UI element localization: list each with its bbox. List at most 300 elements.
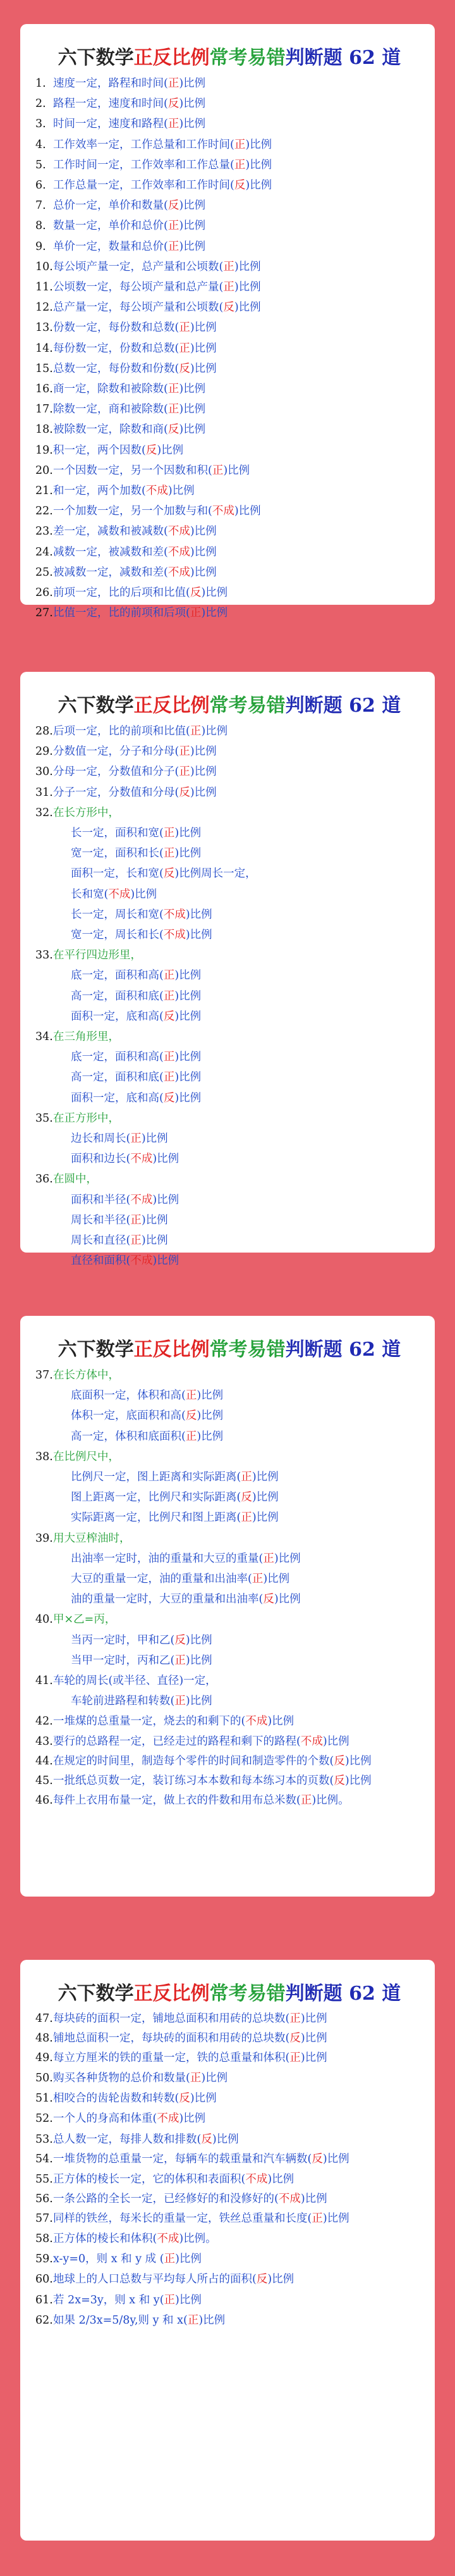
question-segment: 路程一定，速度和时间( xyxy=(53,97,168,111)
question-segment: 长一定，面积和宽( xyxy=(71,827,164,840)
question-item xyxy=(35,1406,423,1426)
question-item xyxy=(35,2029,423,2048)
question-item xyxy=(35,1791,423,1811)
question-segment: 在长方形中， xyxy=(53,806,119,819)
question-segment: 正方体的棱长一定，它的体积和表面积( xyxy=(53,2172,246,2186)
answer-text: 反 xyxy=(167,97,179,111)
question-text xyxy=(53,257,261,277)
answer-text: 不成 xyxy=(167,566,190,579)
question-item xyxy=(35,114,423,134)
question-segment: 车轮前进路程和转数( xyxy=(71,1695,175,1708)
answer-text: 反 xyxy=(179,2092,190,2105)
answer-text: 正 xyxy=(179,745,190,759)
question-item xyxy=(35,1528,423,1549)
question-item xyxy=(35,1609,423,1630)
question-item xyxy=(35,965,423,986)
question-segment: )比例 xyxy=(179,240,206,253)
question-segment: 实际距离一定，比例尺和图上距离( xyxy=(71,1511,241,1525)
question-segment: )比例 xyxy=(190,786,217,799)
question-item xyxy=(35,1752,423,1771)
question-item xyxy=(35,1230,423,1251)
question-item xyxy=(35,399,423,419)
question-text xyxy=(53,419,205,440)
answer-text: 正 xyxy=(163,989,175,1003)
question-number: 21. xyxy=(35,485,53,498)
question-segment: )比例 xyxy=(185,1633,212,1647)
question-segment: x-y=0，则 x 和 y 成 ( xyxy=(53,2253,164,2266)
answer-text: 不成 xyxy=(163,929,186,942)
question-number: 41. xyxy=(35,1675,53,1688)
question-segment: )比例 xyxy=(152,1254,179,1268)
question-segment: )比例 xyxy=(252,1471,279,1484)
question-item xyxy=(35,521,423,542)
answer-text: 不成 xyxy=(245,1715,268,1728)
question-number: 18. xyxy=(35,423,53,437)
question-segment: 每立方厘米的铁的重量一定，铁的总重量和体积( xyxy=(53,2052,290,2064)
question-segment: 甲×乙=丙， xyxy=(53,1613,116,1626)
question-segment: 直径和面积( xyxy=(71,1254,131,1268)
question-segment: 油的重量一定时，大豆的重量和出油率( xyxy=(71,1593,264,1606)
question-item xyxy=(35,379,423,399)
question-text xyxy=(53,216,205,236)
answer-text: 正 xyxy=(190,725,202,738)
title-part-c: 常考易错 xyxy=(209,1339,286,1361)
question-number: 48. xyxy=(35,2032,53,2045)
question-segment: 份数一定，每份数和总数( xyxy=(53,321,179,335)
title-part-b: 正反比例 xyxy=(133,1339,210,1361)
question-segment: )比例 xyxy=(234,301,261,314)
question-text xyxy=(53,1088,201,1108)
answer-text: 不成 xyxy=(245,2172,268,2186)
question-segment: 图上距离一定，比例尺和实际距离( xyxy=(71,1491,241,1504)
question-item xyxy=(35,2269,423,2289)
question-item xyxy=(35,338,423,359)
question-segment: )比例 xyxy=(201,725,228,738)
question-text xyxy=(53,2108,205,2129)
question-text xyxy=(53,521,217,542)
question-text xyxy=(53,2009,327,2029)
question-text xyxy=(53,1047,201,1067)
question-segment: 用大豆榨油时， xyxy=(53,1532,131,1545)
question-segment: 若 2x=3y，则 x 和 y( xyxy=(53,2293,164,2307)
question-segment: 在平行四边形里， xyxy=(53,949,142,962)
question-segment: 一批纸总页数一定，装订练习本本数和每本练习本的页数( xyxy=(53,1774,334,1787)
question-segment: 总产量一定，每公顷产量和公顷数( xyxy=(53,301,224,314)
question-segment: )比例 xyxy=(174,1051,202,1064)
question-segment: 长一定，周长和宽( xyxy=(71,908,164,921)
question-segment: )比例 xyxy=(267,2172,294,2186)
question-segment: )比例 xyxy=(245,158,272,171)
question-item xyxy=(35,1169,423,1189)
question-number: 14. xyxy=(35,342,53,355)
answer-text: 正 xyxy=(185,1430,197,1443)
question-segment: 公顷数一定，每公顷产量和总产量( xyxy=(53,281,224,294)
question-text xyxy=(53,562,217,583)
question-text xyxy=(53,1006,201,1027)
question-text xyxy=(53,583,228,603)
question-text xyxy=(53,73,205,94)
question-number: 62. xyxy=(35,2313,53,2327)
question-segment: )比例 xyxy=(152,1193,179,1206)
title-part-d: 判断题 62 道 xyxy=(285,695,401,717)
question-text xyxy=(53,1385,223,1406)
question-text xyxy=(53,884,157,905)
question-segment: )比例 xyxy=(234,281,261,294)
question-number: 2. xyxy=(35,97,46,111)
question-segment: )比例 xyxy=(201,586,228,600)
question-text xyxy=(53,1752,372,1771)
question-card xyxy=(20,1316,435,1897)
answer-text: 正 xyxy=(164,2253,176,2266)
question-item xyxy=(35,2189,423,2209)
answer-text: 反 xyxy=(190,586,202,600)
question-segment: 在比例尺中， xyxy=(53,1450,119,1463)
answer-text: 正 xyxy=(190,607,202,620)
question-text xyxy=(53,542,217,562)
question-item xyxy=(35,461,423,481)
question-item xyxy=(35,2048,423,2068)
question-item xyxy=(35,1149,423,1169)
answer-text: 正 xyxy=(300,1793,312,1807)
question-text xyxy=(53,481,195,501)
question-text xyxy=(53,1190,179,1210)
answer-text: 反 xyxy=(241,1491,252,1504)
question-segment: )比例 xyxy=(130,888,157,901)
question-segment: )比例 xyxy=(179,199,206,213)
question-item xyxy=(35,1427,423,1447)
question-segment: )比例 xyxy=(179,97,206,111)
answer-text: 反 xyxy=(201,2133,212,2146)
question-segment: )比例 xyxy=(190,765,217,779)
question-number: 44. xyxy=(35,1754,53,1768)
question-segment: )比例 xyxy=(344,1774,372,1787)
question-text xyxy=(53,195,205,216)
question-item xyxy=(35,762,423,782)
answer-text: 正 xyxy=(179,321,190,335)
question-text xyxy=(53,905,212,925)
question-text xyxy=(53,1027,119,1047)
question-item xyxy=(35,1691,423,1711)
answer-text: 正 xyxy=(130,1213,142,1227)
question-text xyxy=(53,2189,327,2209)
question-segment: 面积一定，底和高( xyxy=(71,1091,164,1105)
question-number: 6. xyxy=(35,179,46,192)
question-number: 51. xyxy=(35,2092,53,2105)
question-segment: )比例 xyxy=(179,118,206,131)
question-item xyxy=(35,1067,423,1087)
question-text xyxy=(53,1487,279,1508)
answer-text: 正 xyxy=(179,765,190,779)
question-segment: 宽一定，周长和长( xyxy=(71,929,164,942)
question-item xyxy=(35,440,423,461)
question-item xyxy=(35,1549,423,1569)
question-text xyxy=(53,379,205,399)
answer-text: 不成 xyxy=(157,2112,179,2126)
answer-text: 不成 xyxy=(163,908,186,921)
answer-text: 正 xyxy=(130,1234,142,1248)
question-item xyxy=(35,277,423,297)
question-number: 40. xyxy=(35,1613,53,1626)
question-item xyxy=(35,843,423,864)
question-segment: )比例 xyxy=(198,2313,226,2327)
question-number: 1. xyxy=(35,77,46,90)
answer-text: 正 xyxy=(241,1471,252,1484)
question-item xyxy=(35,318,423,338)
question-text xyxy=(53,155,272,175)
question-item xyxy=(35,2169,423,2189)
answer-text: 正 xyxy=(252,1573,264,1586)
question-text xyxy=(53,925,212,945)
question-segment: 分子一定，分数值和分母( xyxy=(53,786,179,799)
question-segment: 一堆货物的总重量一定，每辆车的载重量和汽车辆数( xyxy=(53,2152,312,2165)
question-segment: )比例 xyxy=(344,1754,372,1768)
answer-text: 反 xyxy=(185,1409,197,1423)
question-item xyxy=(35,2249,423,2269)
question-segment: )比例 xyxy=(252,1511,279,1525)
title-part-c: 常考易错 xyxy=(209,47,286,69)
question-item xyxy=(35,2290,423,2310)
answer-text: 不成 xyxy=(130,1193,153,1206)
question-text xyxy=(53,135,272,155)
question-text xyxy=(53,945,142,965)
question-segment: 面积一定，长和宽( xyxy=(71,867,164,881)
question-segment: 前项一定，比的后项和比值( xyxy=(53,586,190,600)
question-segment: )比例 xyxy=(197,1430,224,1443)
question-segment: )比例 xyxy=(174,1010,202,1023)
question-item xyxy=(35,2229,423,2249)
question-text xyxy=(53,762,217,782)
question-number: 4. xyxy=(35,138,46,151)
question-segment: )比例 xyxy=(300,2052,327,2064)
question-text xyxy=(53,1067,201,1087)
question-segment: )比例 xyxy=(322,2212,349,2226)
question-text xyxy=(53,2029,327,2048)
answer-text: 正 xyxy=(174,1654,186,1667)
question-text xyxy=(53,1427,223,1447)
question-segment: 每份数一定，份数和总数( xyxy=(53,342,179,355)
question-text xyxy=(53,2209,349,2229)
question-segment: )比例 xyxy=(190,342,217,355)
question-item xyxy=(35,1771,423,1791)
answer-text: 不成 xyxy=(157,2232,179,2246)
question-text xyxy=(53,399,205,419)
question-item xyxy=(35,1365,423,1385)
question-item xyxy=(35,2129,423,2150)
question-segment: 工作效率一定，工作总量和工作时间( xyxy=(53,138,234,151)
question-text xyxy=(53,803,119,823)
question-segment: 购买各种货物的总价和数量( xyxy=(53,2072,190,2084)
question-item xyxy=(35,1447,423,1467)
answer-text: 反 xyxy=(163,1010,175,1023)
question-number: 17. xyxy=(35,403,53,416)
question-text xyxy=(53,741,217,762)
question-card xyxy=(20,672,435,1268)
question-segment: 边长和周长( xyxy=(71,1132,131,1146)
question-item xyxy=(35,1129,423,1149)
question-segment: 分数值一定，分子和分母( xyxy=(53,745,179,759)
question-text xyxy=(53,501,261,521)
question-segment: 在规定的时间里，制造每个零件的时间和制造零件的个数( xyxy=(53,1754,334,1768)
question-number: 32. xyxy=(35,806,53,819)
answer-text: 反 xyxy=(167,423,179,437)
question-number: 54. xyxy=(35,2152,53,2165)
answer-text: 正 xyxy=(185,1389,197,1403)
question-item xyxy=(35,135,423,155)
question-segment: 总价一定，单价和数量( xyxy=(53,199,168,213)
question-segment: )比例 xyxy=(300,2012,327,2025)
question-text xyxy=(53,1732,349,1752)
question-text xyxy=(53,1650,212,1671)
question-segment: )比例 xyxy=(175,2293,202,2307)
question-segment: 时间一定，速度和路程( xyxy=(53,118,168,131)
question-segment: )比例 xyxy=(322,2152,349,2165)
question-segment: 地球上的人口总数与平均每人所占的面积( xyxy=(53,2273,257,2286)
title-part-d: 判断题 62 道 xyxy=(285,47,401,69)
answer-text: 正 xyxy=(163,847,175,860)
question-segment: 高一定，面积和底( xyxy=(71,1071,164,1084)
question-segment: )比例 xyxy=(141,1213,168,1227)
question-number: 29. xyxy=(35,745,53,759)
question-item xyxy=(35,155,423,175)
question-segment: )比例 xyxy=(179,2112,206,2126)
question-segment: )比例 xyxy=(152,1153,179,1166)
question-segment: )比例 xyxy=(245,179,272,192)
question-item xyxy=(35,1711,423,1731)
question-text xyxy=(53,2068,228,2088)
question-number: 39. xyxy=(35,1532,53,1545)
question-segment: )比例 xyxy=(267,1715,294,1728)
question-item xyxy=(35,986,423,1006)
answer-text: 反 xyxy=(334,1754,345,1768)
answer-text: 不成 xyxy=(278,2193,301,2206)
answer-text: 正 xyxy=(167,403,179,416)
answer-text: 正 xyxy=(241,1511,252,1525)
question-number: 60. xyxy=(35,2273,53,2286)
question-text xyxy=(53,359,217,379)
question-number: 35. xyxy=(35,1112,53,1125)
question-text xyxy=(53,1129,168,1149)
question-number: 57. xyxy=(35,2212,53,2226)
question-card xyxy=(20,24,435,620)
question-number: 27. xyxy=(35,607,53,620)
question-segment: )比例 xyxy=(201,607,228,620)
question-segment: 面积一定，底和高( xyxy=(71,1010,164,1023)
question-item xyxy=(35,562,423,583)
card-title xyxy=(35,690,423,717)
answer-text: 不成 xyxy=(300,1735,323,1748)
question-segment: )比例 xyxy=(190,362,217,375)
question-number: 50. xyxy=(35,2072,53,2084)
question-segment: )比例 xyxy=(263,1573,290,1586)
question-segment: 底一定，面积和高( xyxy=(71,969,164,982)
question-item xyxy=(35,195,423,216)
question-segment: 周长和半径( xyxy=(71,1213,131,1227)
answer-text: 反 xyxy=(312,2152,323,2165)
answer-text: 反 xyxy=(167,199,179,213)
title-part-a: 六下数学 xyxy=(58,695,134,717)
question-text xyxy=(53,2269,294,2289)
question-item xyxy=(35,94,423,114)
question-number: 24. xyxy=(35,545,53,559)
answer-text: 正 xyxy=(167,118,179,131)
question-segment: 每块砖的面积一定，铺地总面积和用砖的总块数( xyxy=(53,2012,290,2025)
question-segment: 在正方形中， xyxy=(53,1112,119,1125)
question-text xyxy=(53,2150,349,2169)
question-number: 26. xyxy=(35,586,53,600)
question-segment: 速度一定，路程和时间( xyxy=(53,77,168,90)
question-text xyxy=(53,1108,119,1129)
question-segment: )比例 xyxy=(185,908,212,921)
question-segment: 一个人的身高和体重( xyxy=(53,2112,157,2126)
answer-text: 反 xyxy=(163,1091,175,1105)
question-item xyxy=(35,257,423,277)
question-item xyxy=(35,481,423,501)
answer-text: 正 xyxy=(212,464,224,477)
question-text xyxy=(53,843,201,864)
question-segment: 积一定，两个因数( xyxy=(53,443,146,457)
question-number: 9. xyxy=(35,240,46,253)
question-segment: 长和宽( xyxy=(71,888,109,901)
question-text xyxy=(53,721,228,741)
question-item xyxy=(35,1467,423,1487)
answer-text: 不成 xyxy=(145,485,168,498)
title-part-c: 常考易错 xyxy=(209,1983,286,2005)
question-text xyxy=(53,1630,212,1650)
question-segment: 单价一定，数量和总价( xyxy=(53,240,168,253)
question-segment: 如果 2/3x=5/8y,则 y 和 x( xyxy=(53,2313,188,2327)
answer-text: 不成 xyxy=(212,505,234,518)
question-text xyxy=(53,1365,119,1385)
question-text xyxy=(53,1569,289,1589)
question-number: 43. xyxy=(35,1735,53,1748)
question-segment: 大豆的重量一定，油的重量和出油率( xyxy=(71,1573,252,1586)
question-item xyxy=(35,1210,423,1230)
question-item xyxy=(35,2009,423,2029)
question-item xyxy=(35,1508,423,1528)
question-number: 30. xyxy=(35,765,53,779)
question-segment: )比例 xyxy=(185,929,212,942)
question-segment: 正方体的棱长和体积( xyxy=(53,2232,157,2246)
question-item xyxy=(35,741,423,762)
question-item xyxy=(35,1630,423,1650)
question-segment: 面积和边长( xyxy=(71,1153,131,1166)
question-segment: 在三角形里， xyxy=(53,1031,119,1044)
question-item xyxy=(35,237,423,257)
question-segment: 铺地总面积一定，每块砖的面积和用砖的总块数( xyxy=(53,2032,290,2045)
question-number: 25. xyxy=(35,566,53,579)
question-segment: 除数一定，商和被除数( xyxy=(53,403,168,416)
question-segment: 车轮的周长(或半径、直径)一定， xyxy=(53,1675,217,1688)
question-item xyxy=(35,803,423,823)
question-segment: 总数一定，每份数和份数( xyxy=(53,362,179,375)
question-text xyxy=(53,1149,179,1169)
question-segment: 每公顷产量一定，总产量和公顷数( xyxy=(53,260,224,273)
question-text xyxy=(53,2048,327,2068)
answer-text: 正 xyxy=(167,220,179,233)
question-number: 59. xyxy=(35,2253,53,2266)
question-number: 45. xyxy=(35,1774,53,1787)
question-item xyxy=(35,1047,423,1067)
answer-text: 反 xyxy=(263,1593,274,1606)
question-item xyxy=(35,2088,423,2108)
question-segment: )比例 xyxy=(174,1091,202,1105)
question-segment: 一个因数一定，另一个因数和积( xyxy=(53,464,212,477)
answer-text: 不成 xyxy=(130,1254,153,1268)
question-item xyxy=(35,1385,423,1406)
question-segment: )比例 xyxy=(197,1409,224,1423)
question-number: 28. xyxy=(35,725,53,738)
question-segment: 当甲一定时，丙和乙( xyxy=(71,1654,175,1667)
